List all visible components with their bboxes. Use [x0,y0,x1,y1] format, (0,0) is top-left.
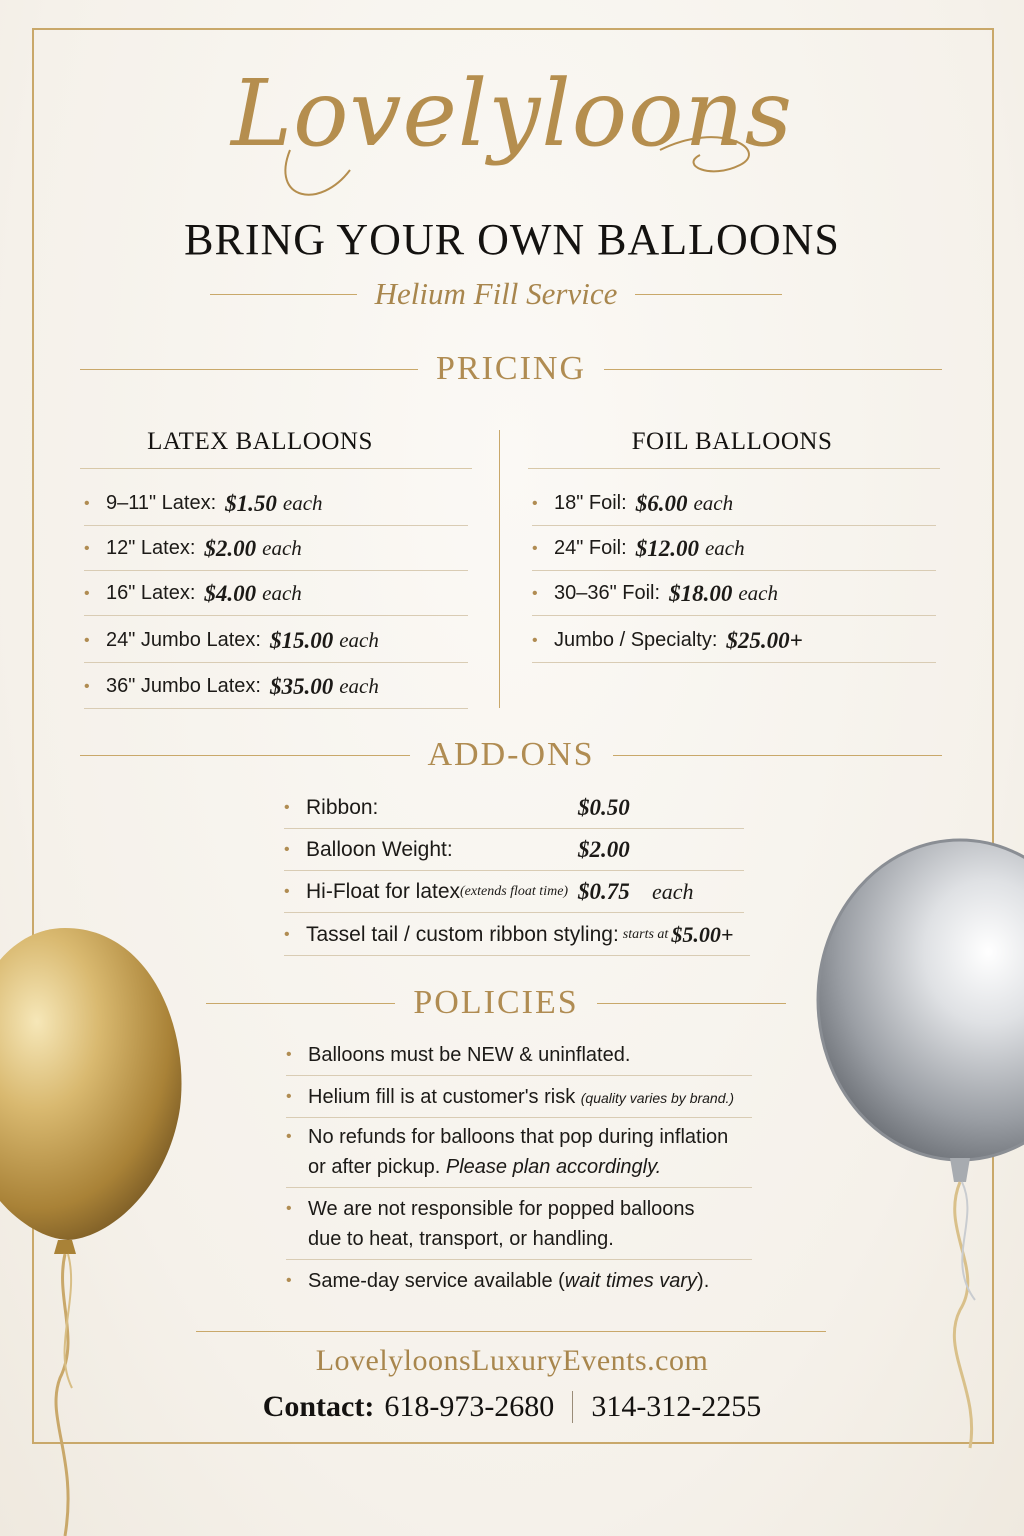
addon-item [284,871,744,913]
item-price: $2.00 [204,535,257,561]
bullet-icon: • [284,798,290,816]
addon-item [284,787,744,829]
list-item [84,619,468,663]
addons-rule-right [613,755,943,756]
item-price: $15.00 [269,627,334,653]
list-item [84,665,468,709]
pricing-rule-left [80,369,418,370]
bullet-icon: • [284,925,290,943]
policies-rule-left [206,1003,395,1004]
pricing-divider [499,430,500,708]
policy-item [286,1266,752,1300]
policy-item [286,1194,752,1260]
headline: BRING YOUR OWN BALLOONS [184,215,840,264]
latex-title: LATEX BALLOONS [147,428,373,455]
list-item [532,482,936,526]
addon-label: Hi-Float for latex [306,879,461,903]
addons-rule-left [80,755,410,756]
addon-label: Ribbon: [306,795,379,819]
addon-price: $5.00+ [671,921,734,947]
policy-emphasis: wait times vary [564,1270,698,1292]
list-item [84,572,468,616]
contact-label: Contact: [262,1390,375,1423]
addons-title: ADD-ONS [427,736,595,773]
policy-item [286,1122,752,1188]
pricing-rule-right [604,369,942,370]
addon-item [284,914,750,956]
pricing-title: PRICING [435,350,587,387]
item-label: 12" Latex: [106,537,196,559]
subtitle-rule-left [210,294,357,295]
policy-text: No refunds for balloons that pop during inflation [308,1126,729,1148]
policy-text: Same-day service available ( [308,1270,565,1292]
item-price: $18.00 [669,580,733,606]
bullet-icon: • [284,882,290,900]
policy-note: (quality varies by brand.) [580,1090,735,1106]
foil-title-rule [528,468,940,469]
item-unit: each [738,581,778,605]
latex-title-rule [80,468,472,469]
subtitle: Helium Fill Service [374,276,618,311]
item-unit: each [282,491,323,515]
addon-price: $0.75 [578,878,630,904]
item-label: 16" Latex: [106,582,196,604]
bullet-icon: • [84,631,90,649]
item-unit: each [262,536,302,560]
bullet-icon: • [532,631,538,649]
addon-price: $0.50 [578,794,630,820]
item-unit: each [262,581,302,605]
item-price: $6.00 [635,490,688,516]
addon-item [284,829,744,871]
list-item [532,619,936,663]
footer-rule [196,1331,826,1332]
item-label: 18" Foil: [554,492,627,514]
phone-2[interactable]: 314-312-2255 [591,1390,762,1423]
item-price: $12.00 [635,535,699,561]
policy-emphasis: Please plan accordingly. [445,1156,662,1178]
foil-title: FOIL BALLOONS [631,428,833,455]
phone-1[interactable]: 618-973-2680 [384,1390,555,1423]
item-price: $35.00 [269,673,334,699]
bullet-icon: • [84,677,90,695]
bullet-icon: • [286,1272,292,1289]
bullet-icon: • [84,539,90,557]
policy-item [286,1040,752,1076]
item-price: $25.00+ [726,627,803,653]
policies-title: POLICIES [413,984,579,1021]
bullet-icon: • [286,1128,292,1145]
bullet-icon: • [286,1088,292,1105]
policy-text: Balloons must be NEW & uninflated. [308,1044,631,1066]
subtitle-rule-right [635,294,782,295]
item-unit: each [704,536,745,560]
bullet-icon: • [284,840,290,858]
addon-price: $2.00 [578,836,630,862]
item-label: 24" Jumbo Latex: [106,629,261,651]
policies-header [206,984,786,1022]
logo-swash-icon [260,110,780,220]
policy-text: due to heat, transport, or handling. [308,1228,614,1250]
bullet-icon: • [286,1200,292,1217]
item-label: 30–36" Foil: [554,582,661,604]
bullet-icon: • [532,494,538,512]
contact-divider [572,1391,573,1423]
addon-label: Tassel tail / custom ribbon styling: [306,922,619,946]
bullet-icon: • [532,539,538,557]
list-item [532,527,936,571]
pricing-header [80,350,942,388]
list-item [532,572,936,616]
policy-text: We are not responsible for popped balloons [308,1198,695,1220]
bullet-icon: • [84,494,90,512]
item-label: 36" Jumbo Latex: [106,675,261,697]
item-label: 24" Foil: [554,537,627,559]
bullet-icon: • [286,1046,292,1063]
addon-note: starts at [622,926,669,942]
item-label: Jumbo / Specialty: [554,629,718,651]
item-unit: each [339,674,379,698]
policy-text: or after pickup. [308,1156,441,1178]
silver-balloon-icon [810,830,1024,1450]
policy-text: Helium fill is at customer's risk [308,1086,576,1108]
list-item [84,482,468,526]
policy-item [286,1082,752,1118]
gold-balloon-icon [0,918,190,1536]
policies-rule-right [597,1003,786,1004]
addon-note: (extends float time) [460,883,569,899]
item-label: 9–11" Latex: [106,492,217,514]
addons-header [80,736,942,774]
policy-text-line2 [308,1152,752,1182]
policy-suffix: ). [697,1270,710,1292]
item-price: $1.50 [225,490,277,516]
item-unit: each [693,491,734,515]
addon-unit: each [652,878,694,904]
brand-logo: Lovelyloons [231,60,793,167]
website-link[interactable]: LovelyloonsLuxuryEvents.com [315,1344,709,1377]
addon-label: Balloon Weight: [306,837,453,861]
item-price: $4.00 [204,580,257,606]
bullet-icon: • [532,584,538,602]
subtitle-row [210,272,782,316]
bullet-icon: • [84,584,90,602]
list-item [84,527,468,571]
item-unit: each [339,628,379,652]
